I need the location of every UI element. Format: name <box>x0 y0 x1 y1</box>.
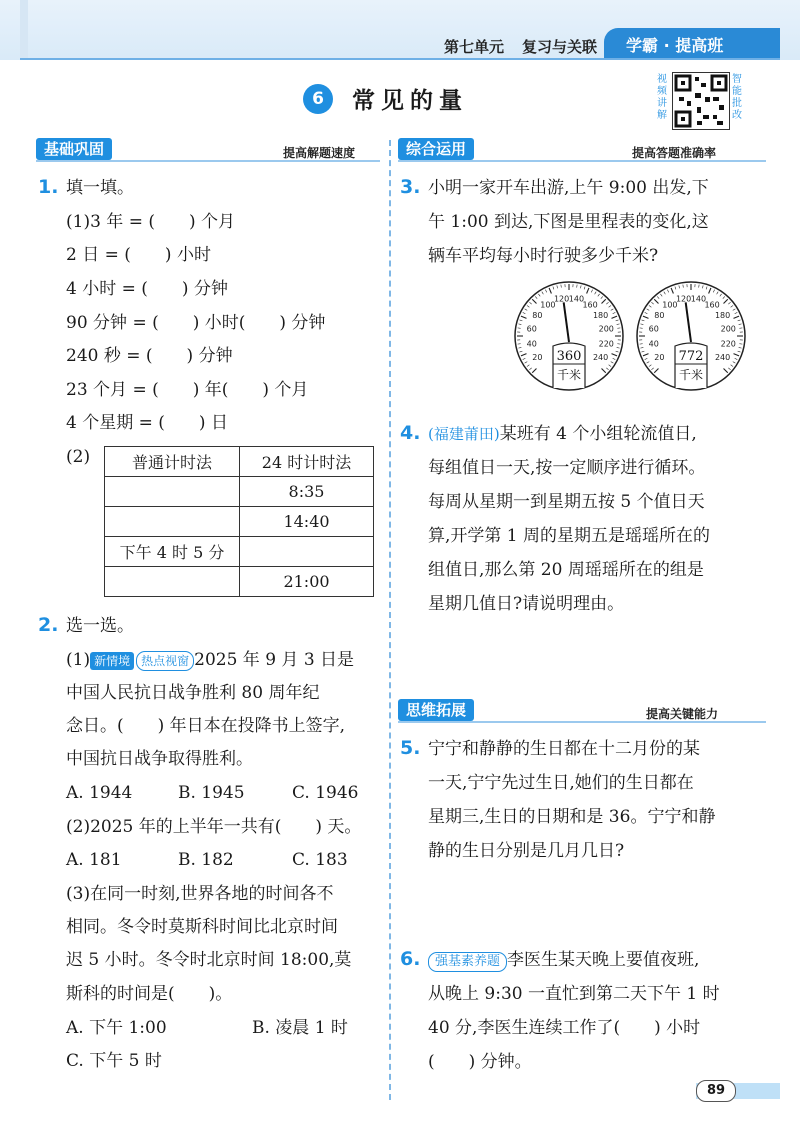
gauge-tick-label: 120 <box>553 294 570 304</box>
gauge-tick-label: 200 <box>720 324 736 334</box>
gauge-tick-label: 200 <box>598 324 614 334</box>
review-label: 复习与关联 <box>522 38 598 56</box>
q1-number: 1. <box>38 176 59 198</box>
gauge-tick-label: 220 <box>720 339 736 349</box>
q3-line-3: 辆车平均每小时行驶多少千米? <box>428 246 659 266</box>
q6-line-3: 40 分,李医生连续工作了( ) 小时 <box>428 1018 701 1038</box>
q1-part2-label: (2) <box>66 447 91 467</box>
section-comprehensive-label: 综合运用 <box>398 138 474 160</box>
q5-line-1: 宁宁和静静的生日都在十二月份的某 <box>428 739 700 759</box>
odometer-gauge-right <box>637 282 745 390</box>
gauge-tick-label: 80 <box>654 310 665 320</box>
qr-right-text: 智能批改 <box>732 74 742 121</box>
gauge-tick-label: 60 <box>526 324 537 334</box>
q6-number: 6. <box>400 948 421 970</box>
gauge-tick-label: 120 <box>675 294 692 304</box>
q1-line-4: 90 分钟 = ( ) 小时( ) 分钟 <box>66 313 326 333</box>
table-header: 24 时计时法 <box>240 447 374 477</box>
q3-number: 3. <box>400 176 421 198</box>
q6-line-2: 从晚上 9:30 一直忙到第二天下午 1 时 <box>428 984 720 1004</box>
q1-line-2: 2 日 = ( ) 小时 <box>66 245 211 265</box>
table-cell: 21:00 <box>240 567 374 597</box>
table-row <box>105 537 374 567</box>
page-number: 89 <box>696 1080 736 1102</box>
q4-line-5: 组值日,那么第 20 周瑶瑶所在的组是 <box>428 560 704 580</box>
gauge-tick-label: 240 <box>592 353 609 363</box>
odometer-unit: 千米 <box>678 368 704 382</box>
q4-line-1-text: 某班有 4 个小组轮流值日, <box>499 424 697 444</box>
odometer-reading: 360 <box>556 349 582 364</box>
q5-line-4: 静的生日分别是几月几日? <box>428 841 625 861</box>
q4-line-4: 算,开学第 1 周的星期五是瑶瑶所在的 <box>428 526 711 546</box>
q1-line-6: 23 个月 = ( ) 年( ) 个月 <box>66 380 309 400</box>
q2-p1-option-c[interactable]: C. 1946 <box>292 783 359 803</box>
gauge-tick-label: 40 <box>526 339 537 349</box>
q1-line-1: (1)3 年 = ( ) 个月 <box>66 212 236 232</box>
q2-p1-line-3: 念日。( ) 年日本在投降书上签字, <box>66 716 346 736</box>
table-cell: 14:40 <box>240 507 374 537</box>
gauge-tick-label: 80 <box>532 310 543 320</box>
gauge-tick-label: 160 <box>582 300 598 310</box>
q1-line-3: 4 小时 = ( ) 分钟 <box>66 279 228 299</box>
q4-region-tag: (福建莆田) <box>428 425 500 443</box>
q4-line-1 <box>428 424 697 444</box>
gauge-tick-label: 60 <box>648 324 659 334</box>
odometer-unit: 千米 <box>556 368 582 382</box>
table-cell: 下午 4 时 5 分 <box>105 537 240 567</box>
q4-line-3: 每周从星期一到星期五按 5 个值日天 <box>428 492 705 512</box>
table-cell[interactable] <box>105 507 240 537</box>
section-expand-label: 思维拓展 <box>398 699 474 721</box>
gauge-tick-label: 160 <box>704 300 720 310</box>
q3-line-1: 小明一家开车出游,上午 9:00 出发,下 <box>428 178 709 198</box>
q4-line-2: 每组值日一天,按一定顺序进行循环。 <box>428 458 706 478</box>
table-cell[interactable] <box>105 477 240 507</box>
q2-p2-line: (2)2025 年的上半年一共有( ) 天。 <box>66 817 362 837</box>
q1-line-5: 240 秒 = ( ) 分钟 <box>66 346 233 366</box>
q6-line-1-text: 李医生某天晚上要值夜班, <box>507 950 700 970</box>
q4-line-6: 星期几值日?请说明理由。 <box>428 594 625 614</box>
gauge-tick-label: 140 <box>568 294 585 304</box>
header-strip <box>20 0 28 60</box>
table-cell[interactable] <box>105 567 240 597</box>
q2-p3-line-2: 相同。冬令时莫斯科时间比北京时间 <box>66 917 338 937</box>
section-basic-note: 提高解题速度 <box>283 146 356 160</box>
table-row <box>105 477 374 507</box>
table-cell[interactable] <box>240 537 374 567</box>
q5-line-2: 一天,宁宁先过生日,她们的生日都在 <box>428 773 694 793</box>
gauge-tick-label: 100 <box>540 300 556 310</box>
q6-line-1 <box>428 950 699 972</box>
q4-number: 4. <box>400 422 421 444</box>
page-title: 常见的量 <box>352 88 468 114</box>
brand-label: 学霸 · 提高班 <box>626 36 724 55</box>
table-row <box>105 567 374 597</box>
odometer-gauge-left <box>515 282 623 390</box>
odometer-figure <box>505 278 755 396</box>
new-context-tag: 新情境 <box>90 652 134 670</box>
odometer-reading: 772 <box>678 349 704 364</box>
header-line <box>20 58 780 60</box>
q2-p1-text: 2025 年 9 月 3 日是 <box>194 650 355 670</box>
q2-number: 2. <box>38 614 59 636</box>
table-header: 普通计时法 <box>105 447 240 477</box>
unit-label: 第七单元 <box>444 38 505 56</box>
q1-line-7: 4 个星期 = ( ) 日 <box>66 413 228 433</box>
q2-p3-line-4: 斯科的时间是( )。 <box>66 984 233 1004</box>
lesson-number: 6 <box>303 84 333 114</box>
section-expand-note: 提高关键能力 <box>646 707 719 721</box>
gauge-tick-label: 180 <box>592 310 609 320</box>
hot-topic-tag: 热点视窗 <box>136 651 194 671</box>
q5-line-3: 星期三,生日的日期和是 36。宁宁和静 <box>428 807 716 827</box>
q3-line-2: 午 1:00 到达,下图是里程表的变化,这 <box>428 212 709 232</box>
q1-stem: 填一填。 <box>66 178 134 198</box>
qr-code[interactable] <box>672 72 730 130</box>
q2-p3-option-b[interactable]: B. 凌晨 1 时 <box>252 1018 348 1038</box>
table-cell: 8:35 <box>240 477 374 507</box>
q2-p1-option-a[interactable]: A. 1944 <box>66 783 133 803</box>
q2-p3-option-c[interactable]: C. 下午 5 时 <box>66 1051 162 1071</box>
time-table <box>104 446 374 597</box>
q2-p1-line-4: 中国抗日战争取得胜利。 <box>66 749 253 769</box>
table-row <box>105 507 374 537</box>
gauge-tick-label: 140 <box>690 294 707 304</box>
gauge-tick-label: 40 <box>648 339 659 349</box>
q2-p2-option-a[interactable]: A. 181 <box>66 850 122 870</box>
q2-stem: 选一选。 <box>66 616 134 636</box>
q2-p2-option-b[interactable]: B. 182 <box>178 850 234 870</box>
q6-quality-tag: 强基素养题 <box>428 952 507 972</box>
q6-line-4: ( ) 分钟。 <box>428 1052 532 1072</box>
gauge-tick-label: 20 <box>532 353 543 363</box>
q2-p3-line-1: (3)在同一时刻,世界各地的时间各不 <box>66 884 334 904</box>
gauge-tick-label: 220 <box>598 339 614 349</box>
gauge-tick-label: 100 <box>662 300 678 310</box>
q2-p3-line-3: 迟 5 小时。冬令时北京时间 18:00,莫 <box>66 950 352 970</box>
table-header-row <box>105 447 374 477</box>
q2-p3-option-a[interactable]: A. 下午 1:00 <box>66 1018 167 1038</box>
q5-number: 5. <box>400 737 421 759</box>
gauge-tick-label: 240 <box>714 353 731 363</box>
q2-p1-prefix: (1) <box>66 650 91 670</box>
section-basic-label: 基础巩固 <box>36 138 112 160</box>
qr-left-text: 视频讲解 <box>657 74 667 121</box>
q2-p2-option-c[interactable]: C. 183 <box>292 850 348 870</box>
q2-p1-line-2: 中国人民抗日战争胜利 80 周年纪 <box>66 683 320 703</box>
column-divider <box>389 140 391 1100</box>
section-comprehensive-note: 提高答题准确率 <box>632 146 717 160</box>
q2-p1-option-b[interactable]: B. 1945 <box>178 783 245 803</box>
gauge-tick-label: 180 <box>714 310 731 320</box>
q2-p1-line-1 <box>66 650 354 671</box>
gauge-tick-label: 20 <box>654 353 665 363</box>
